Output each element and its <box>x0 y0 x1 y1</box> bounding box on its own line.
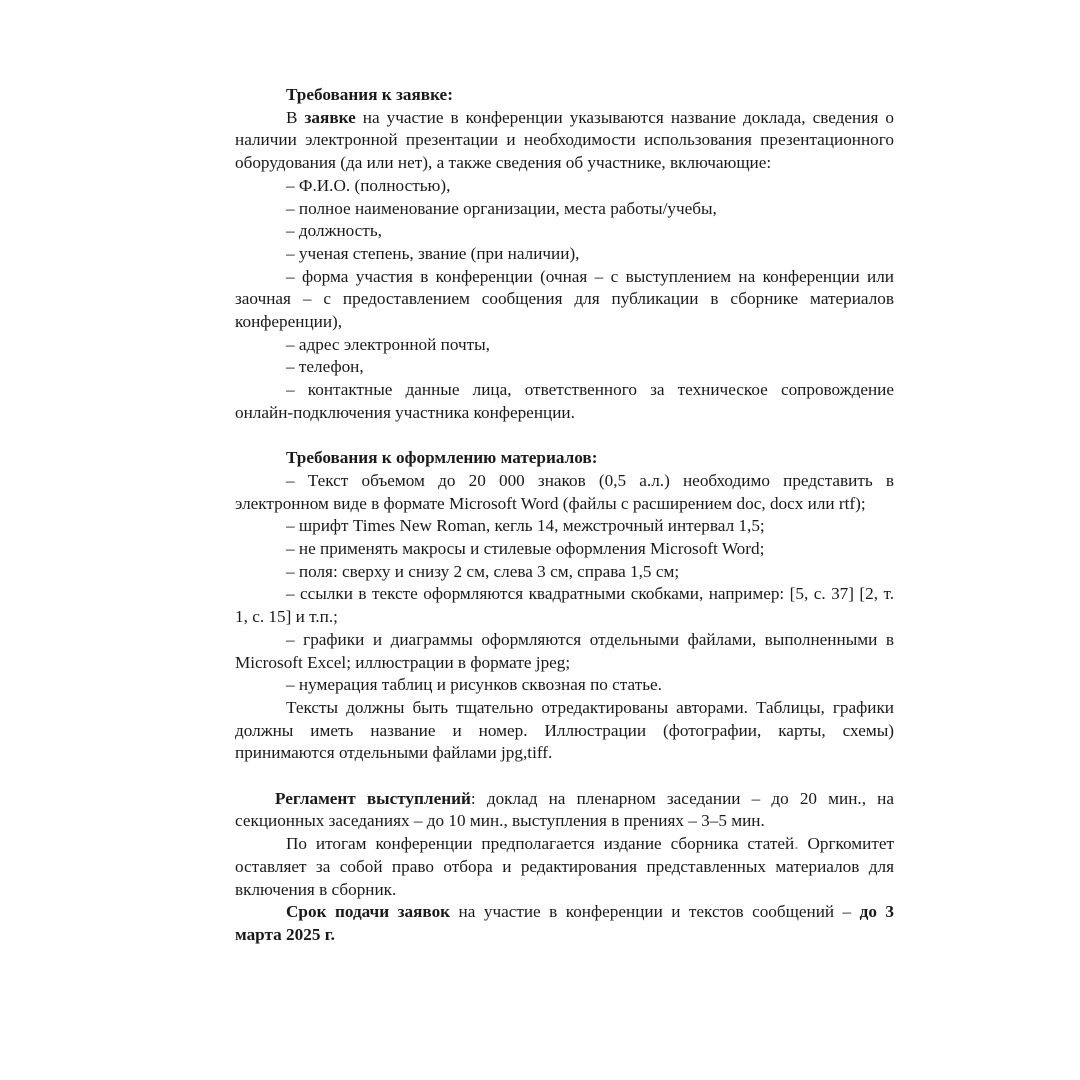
list-item: – полное наименование организации, места работы/учебы, <box>286 198 717 218</box>
materials-closing: Тексты должны быть тщательно отредактированы авторами. Таблицы, графики должны иметь название и номер. Иллюстрации (фотографии, карты, схемы) принимаются отдельными файлами jpg,tiff. <box>235 697 894 763</box>
section-heading-application: Требования к заявке: <box>286 85 453 104</box>
section-heading-materials: Требования к оформлению материалов: <box>286 448 598 468</box>
list-item: – форма участия в конференции (очная – с выступлением на конференции или заочная – с предоставлением сообщения для публикации в сборнике материалов конференции), <box>235 266 894 332</box>
deadline-paragraph: Срок подачи заявок на участие в конференции и текстов сообщений – до 3 марта 2025 г. <box>235 902 894 944</box>
list-item: – должность, <box>286 221 382 241</box>
list-item: – поля: сверху и снизу 2 см, слева 3 см, справа 1,5 см; <box>286 561 680 581</box>
list-item: – адрес электронной почты, <box>286 334 490 354</box>
list-item: – Ф.И.О. (полностью), <box>286 175 451 195</box>
document-page <box>235 84 894 947</box>
reglament-paragraph: Регламент выступлений: доклад на пленарном заседании – до 20 мин., на секционных заседаниях – до 10 мин., выступления в прениях – 3–5 мин. <box>235 788 894 831</box>
application-intro: В заявке на участие в конференции указываются название доклада, сведения о наличии электронной презентации и необходимости использования презентационного оборудования (да или нет), а также сведения об участнике, включающие: <box>235 107 894 173</box>
list-item: – ученая степень, звание (при наличии), <box>286 243 580 263</box>
list-item: – шрифт Times New Roman, кегль 14, межстрочный интервал 1,5; <box>286 516 765 536</box>
list-item: – не применять макросы и стилевые оформления Microsoft Word; <box>286 539 765 559</box>
list-item: – контактные данные лица, ответственного за техническое сопровождение онлайн-подключения участника конференции. <box>235 380 894 422</box>
list-item: – ссылки в тексте оформляются квадратными скобками, например: [5, с. 37] [2, т. 1, с. 15] и т.п.; <box>235 584 894 627</box>
results-paragraph: По итогам конференции предполагается издание сборника статей. Оргкомитет оставляет за собой право отбора и редактирования представленных материалов для включения в сборник. <box>235 834 894 899</box>
spacer <box>235 765 894 788</box>
list-item: – Текст объемом до 20 000 знаков (0,5 а.л.) необходимо представить в электронном виде в формате Microsoft Word (файлы с расширением doc, docx или rtf); <box>235 470 894 513</box>
list-item: – нумерация таблиц и рисунков сквозная по статье. <box>286 675 662 695</box>
spacer <box>235 425 894 448</box>
list-item: – графики и диаграммы оформляются отдельными файлами, выполненными в Microsoft Excel; иллюстрации в формате jpeg; <box>235 629 894 672</box>
list-item: – телефон, <box>286 357 364 377</box>
